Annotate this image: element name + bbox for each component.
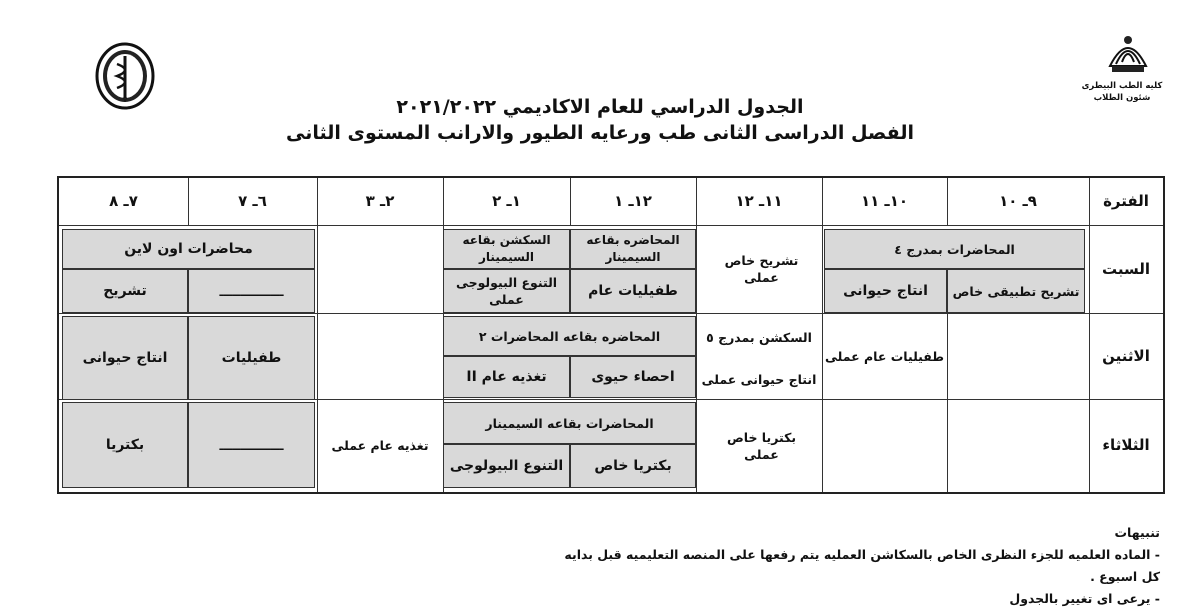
page-title: الجدول الدراسي للعام الاكاديمي ٢٠٢١/٢٠٢٢ xyxy=(396,96,804,118)
sat-online-lectures: محاضرات اون لاين xyxy=(124,240,253,257)
university-emblem-logo xyxy=(1098,26,1158,78)
sat-animal-production: انتاج حيوانى xyxy=(843,282,928,299)
time-slot-5: ١ـ ٢ xyxy=(492,192,521,210)
sat-section-seminar: السكشن بقاعه السيمينار xyxy=(462,233,551,264)
tue-general-nutrition-practical: تغذيه عام عملى xyxy=(331,438,429,453)
sat-applied-anatomy: تشريح تطبيقى خاص xyxy=(952,283,1080,299)
time-slot-7: ٦ـ ٧ xyxy=(238,192,267,210)
sat-lectures-hall4: المحاضرات بمدرج ٤ xyxy=(894,241,1015,257)
mon-lectures-hall2: المحاضره بقاعه المحاضرات ٢ xyxy=(478,328,661,344)
mon-general-parasitology-practical: طفيليات عام عملى xyxy=(824,348,945,364)
page-subtitle: الفصل الدراسى الثانى طب ورعايه الطيور والارانب المستوى الثانى xyxy=(286,122,914,144)
time-slot-2: ١٠ـ ١١ xyxy=(861,192,908,210)
col-divider-9 xyxy=(947,313,948,492)
time-slot-8: ٧ـ ٨ xyxy=(109,192,138,210)
institution-line1: كليه الطب البيطرى xyxy=(1081,81,1163,91)
tue-special-bacteriology-practical: بكتريا خاص عملى xyxy=(726,429,797,462)
note-item: - يرعى اى تغيير بالجدول xyxy=(1009,591,1160,606)
day-monday: الاثنين xyxy=(1102,346,1150,365)
sat-special-anatomy-practical: تشريح خاص عملى xyxy=(724,253,799,285)
timetable xyxy=(57,176,1165,494)
mon-general-nutrition: تغذيه عام II xyxy=(466,368,547,385)
tue-special-bacteriology: بكتريا خاص xyxy=(594,457,672,474)
mon-animal-production: انتاج حيوانى xyxy=(82,349,168,366)
sat-lecture-seminar: المحاضره بقاعه السيمينار xyxy=(586,233,680,264)
mon-biostatistics: احصاء حيوى xyxy=(591,368,675,385)
institution-line2: شئون الطلاب xyxy=(1093,93,1151,103)
svg-text:V: V xyxy=(122,97,128,104)
sat-anatomy: تشريح xyxy=(103,282,147,299)
institution-name xyxy=(1072,80,1172,104)
notes-section xyxy=(560,522,1160,610)
time-slot-1: ٩ـ ١٠ xyxy=(999,192,1037,210)
mon-parasitology: طفيليات xyxy=(221,349,282,366)
row-divider-1 xyxy=(59,313,1163,314)
tue-dash: ـــــــــــــــ xyxy=(219,437,284,453)
period-header: الفترة xyxy=(1103,192,1149,210)
tue-biodiversity: التنوع البيولوجى xyxy=(449,457,564,474)
mon-section-hall5: السكشن بمدرج ٥ xyxy=(706,329,812,345)
tue-lectures-seminar: المحاضرات بقاعه السيمينار xyxy=(485,415,654,431)
notes-heading: تنبيهات xyxy=(1114,525,1160,540)
header-divider xyxy=(59,225,1163,226)
time-slot-4: ١٢ـ ١ xyxy=(614,192,652,210)
tue-bacteriology: بكتريا xyxy=(105,436,145,453)
time-slot-3: ١١ـ ١٢ xyxy=(735,192,783,210)
mon-animal-production-practical: انتاج حيوانى عملى xyxy=(701,371,817,387)
day-tuesday: الثلاثاء xyxy=(1102,436,1150,454)
time-slot-6: ٢ـ ٣ xyxy=(365,192,395,210)
sat-general-parasitology: طفيليات عام xyxy=(588,282,678,299)
faculty-seal-logo xyxy=(95,42,155,110)
day-saturday: السبت xyxy=(1101,259,1151,278)
note-item: - الماده العلميه للجزء النظرى الخاص بالسكاشن العمليه يتم رفعها على المنصه التعليميه قبل بدايه كل اسبوع . xyxy=(564,547,1160,584)
sat-biodiversity-practical: التنوع البيولوجى عملى xyxy=(455,275,558,307)
sat-dash: ـــــــــــــــ xyxy=(219,283,284,299)
